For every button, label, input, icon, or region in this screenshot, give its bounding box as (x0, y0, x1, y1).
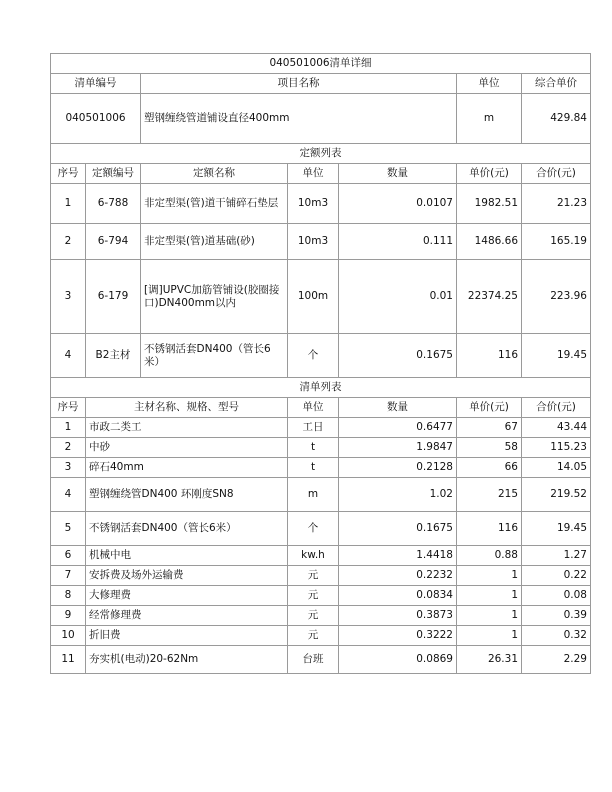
material-row (51, 512, 591, 546)
material-name: 碎石40mm (86, 458, 288, 478)
material-name: 机械中电 (86, 546, 288, 566)
material-total: 2.29 (522, 646, 591, 674)
material-row (51, 626, 591, 646)
material-name: 中砂 (86, 438, 288, 458)
bill-header-code: 清单编号 (51, 74, 141, 94)
material-unit: m (288, 478, 339, 512)
material-price: 116 (457, 512, 522, 546)
quota-qty: 0.01 (339, 260, 457, 334)
material-section-title: 清单列表 (51, 378, 591, 398)
material-qty: 0.0834 (339, 586, 457, 606)
quota-name: 非定型渠(管)道基础(砂) (141, 224, 288, 260)
material-row (51, 586, 591, 606)
quota-header-total: 合价(元) (522, 164, 591, 184)
material-unit: 元 (288, 606, 339, 626)
material-price: 1 (457, 606, 522, 626)
material-qty: 1.4418 (339, 546, 457, 566)
quota-price: 1982.51 (457, 184, 522, 224)
material-qty: 0.3873 (339, 606, 457, 626)
quota-header-unit: 单位 (288, 164, 339, 184)
quota-qty: 0.1675 (339, 334, 457, 378)
material-seq: 2 (51, 438, 86, 458)
material-row (51, 646, 591, 674)
bill-price: 429.84 (522, 94, 591, 144)
material-name: 安拆费及场外运输费 (86, 566, 288, 586)
material-row (51, 418, 591, 438)
quota-name: 不锈钢活套DN400（管长6米） (141, 334, 288, 378)
material-seq: 9 (51, 606, 86, 626)
quota-seq: 1 (51, 184, 86, 224)
material-header-name: 主材名称、规格、型号 (86, 398, 288, 418)
material-total: 43.44 (522, 418, 591, 438)
quota-total: 223.96 (522, 260, 591, 334)
material-unit: 元 (288, 566, 339, 586)
material-total: 0.32 (522, 626, 591, 646)
material-seq: 7 (51, 566, 86, 586)
quota-row (51, 334, 591, 378)
material-unit: 元 (288, 626, 339, 646)
quota-name: 非定型渠(管)道干铺碎石垫层 (141, 184, 288, 224)
quota-seq: 4 (51, 334, 86, 378)
material-total: 0.08 (522, 586, 591, 606)
material-price: 1 (457, 586, 522, 606)
quota-code: 6-179 (86, 260, 141, 334)
material-header-total: 合价(元) (522, 398, 591, 418)
material-price: 26.31 (457, 646, 522, 674)
material-seq: 8 (51, 586, 86, 606)
quota-unit: 100m (288, 260, 339, 334)
quota-seq: 3 (51, 260, 86, 334)
material-name: 折旧费 (86, 626, 288, 646)
quota-price: 116 (457, 334, 522, 378)
material-unit: 个 (288, 512, 339, 546)
material-unit: 工日 (288, 418, 339, 438)
quota-seq: 2 (51, 224, 86, 260)
table-title: 040501006清单详细 (51, 54, 591, 74)
quota-header-name: 定额名称 (141, 164, 288, 184)
quota-unit: 个 (288, 334, 339, 378)
material-header-price: 单价(元) (457, 398, 522, 418)
material-seq: 10 (51, 626, 86, 646)
material-qty: 0.6477 (339, 418, 457, 438)
quota-total: 19.45 (522, 334, 591, 378)
material-total: 0.39 (522, 606, 591, 626)
material-price: 0.88 (457, 546, 522, 566)
material-qty: 1.9847 (339, 438, 457, 458)
material-qty: 0.1675 (339, 512, 457, 546)
quota-row (51, 224, 591, 260)
material-qty: 0.3222 (339, 626, 457, 646)
material-seq: 3 (51, 458, 86, 478)
material-price: 58 (457, 438, 522, 458)
material-qty: 0.2128 (339, 458, 457, 478)
material-total: 0.22 (522, 566, 591, 586)
material-row (51, 566, 591, 586)
material-price: 1 (457, 566, 522, 586)
material-unit: kw.h (288, 546, 339, 566)
material-row (51, 458, 591, 478)
quota-header-seq: 序号 (51, 164, 86, 184)
material-unit: 元 (288, 586, 339, 606)
quota-total: 165.19 (522, 224, 591, 260)
material-name: 经常修理费 (86, 606, 288, 626)
material-header-seq: 序号 (51, 398, 86, 418)
material-name: 塑钢缠绕管DN400 环刚度SN8 (86, 478, 288, 512)
material-unit: 台班 (288, 646, 339, 674)
quota-header-price: 单价(元) (457, 164, 522, 184)
quota-unit: 10m3 (288, 224, 339, 260)
material-price: 66 (457, 458, 522, 478)
material-total: 219.52 (522, 478, 591, 512)
quota-section-title: 定额列表 (51, 144, 591, 164)
material-name: 夯实机(电动)20-62Nm (86, 646, 288, 674)
quota-code: B2主材 (86, 334, 141, 378)
bill-detail-table (50, 53, 591, 674)
material-total: 1.27 (522, 546, 591, 566)
bill-code: 040501006 (51, 94, 141, 144)
material-name: 市政二类工 (86, 418, 288, 438)
material-header-qty: 数量 (339, 398, 457, 418)
quota-row (51, 260, 591, 334)
quota-qty: 0.111 (339, 224, 457, 260)
bill-header-unit: 单位 (457, 74, 522, 94)
material-row (51, 438, 591, 458)
quota-header-code: 定额编号 (86, 164, 141, 184)
material-seq: 11 (51, 646, 86, 674)
quota-price: 22374.25 (457, 260, 522, 334)
material-qty: 1.02 (339, 478, 457, 512)
bill-unit: m (457, 94, 522, 144)
material-total: 19.45 (522, 512, 591, 546)
material-name: 大修理费 (86, 586, 288, 606)
material-row (51, 546, 591, 566)
quota-qty: 0.0107 (339, 184, 457, 224)
bill-header-price: 综合单价 (522, 74, 591, 94)
quota-name: [调]UPVC加筋管铺设(胶圈接口)DN400mm以内 (141, 260, 288, 334)
material-total: 115.23 (522, 438, 591, 458)
quota-code: 6-788 (86, 184, 141, 224)
quota-price: 1486.66 (457, 224, 522, 260)
material-qty: 0.0869 (339, 646, 457, 674)
quota-header-qty: 数量 (339, 164, 457, 184)
material-price: 1 (457, 626, 522, 646)
material-qty: 0.2232 (339, 566, 457, 586)
quota-unit: 10m3 (288, 184, 339, 224)
material-seq: 5 (51, 512, 86, 546)
quota-code: 6-794 (86, 224, 141, 260)
material-price: 67 (457, 418, 522, 438)
material-price: 215 (457, 478, 522, 512)
bill-header-name: 项目名称 (141, 74, 457, 94)
bill-name: 塑钢缠绕管道铺设直径400mm (141, 94, 457, 144)
material-unit: t (288, 458, 339, 478)
material-row (51, 478, 591, 512)
material-seq: 1 (51, 418, 86, 438)
material-name: 不锈钢活套DN400（管长6米） (86, 512, 288, 546)
material-seq: 4 (51, 478, 86, 512)
material-seq: 6 (51, 546, 86, 566)
quota-total: 21.23 (522, 184, 591, 224)
material-header-unit: 单位 (288, 398, 339, 418)
material-unit: t (288, 438, 339, 458)
quota-row (51, 184, 591, 224)
material-total: 14.05 (522, 458, 591, 478)
material-row (51, 606, 591, 626)
